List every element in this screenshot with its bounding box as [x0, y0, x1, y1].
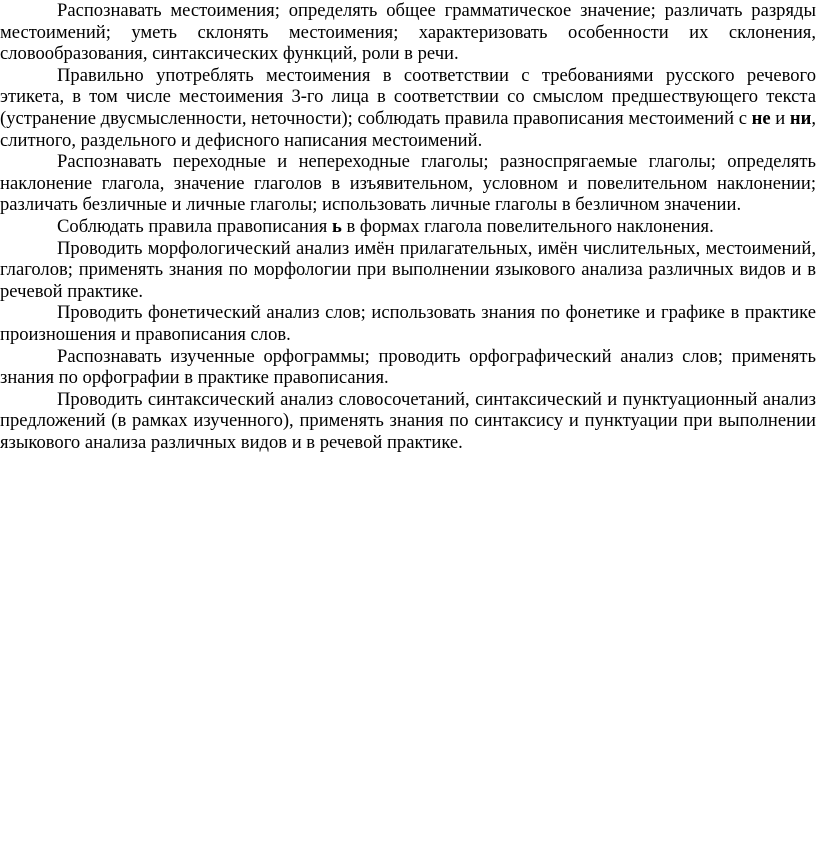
text-segment: и	[770, 107, 790, 129]
paragraph-pronouns-usage	[0, 65, 816, 151]
bold-soft-sign: ь	[332, 215, 342, 237]
paragraph-phonetic-analysis	[0, 302, 816, 345]
paragraph-syntax-analysis	[0, 389, 816, 454]
text-segment: Распознавать переходные и непереходные глаголы; разноспрягаемые глаголы; определять наклонение глагола, значение глаголов в изъявительном, условном и повелительном наклонении; различать безличные и личные глаголы; использовать личные глаголы в безличном значении.	[0, 151, 816, 216]
text-segment: Распознавать местоимения; определять общее грамматическое значение; различать разряды местоимений; уметь склонять местоимения; характеризовать особенности их склонения, словообразования, синтаксических функций, роли в речи.	[0, 0, 816, 65]
paragraph-morphological-analysis	[0, 238, 816, 303]
bold-particle-ni: ни	[789, 107, 812, 129]
paragraph-verbs-recognition	[0, 151, 816, 216]
paragraph-pronouns-recognition	[0, 0, 816, 65]
text-segment: Соблюдать правила правописания	[57, 215, 333, 237]
paragraph-orthography	[0, 346, 816, 389]
bold-particle-ne: не	[751, 107, 771, 129]
paragraph-soft-sign-rule	[0, 216, 816, 238]
text-segment: Проводить фонетический анализ слов; использовать знания по фонетике и графике в практике произношения и правописания слов.	[0, 302, 816, 345]
text-segment: , слитного, раздельного и дефисного написания местоимений.	[0, 107, 816, 151]
text-segment: Правильно употреблять местоимения в соответствии с требованиями русского речевого этикета, в том числе местоимения 3-го лица в соответствии со смыслом предшествующего текста (устранение двусмысленности, неточности); соблюдать правила правописания местоимений с	[0, 64, 816, 129]
text-segment: Распознавать изученные орфограммы; проводить орфографический анализ слов; применять знания по орфографии в практике правописания.	[0, 345, 816, 389]
text-segment: Проводить морфологический анализ имён прилагательных, имён числительных, местоимений, глаголов; применять знания по морфологии при выполнении языкового анализа различных видов и в речевой практике.	[0, 237, 816, 302]
text-segment: в формах глагола повелительного наклонения.	[341, 215, 714, 237]
text-segment: Проводить синтаксический анализ словосочетаний, синтаксический и пунктуационный анализ предложений (в рамках изученного), применять знания по синтаксису и пунктуации при выполнении языкового анализа различных видов и в речевой практике.	[0, 388, 816, 453]
